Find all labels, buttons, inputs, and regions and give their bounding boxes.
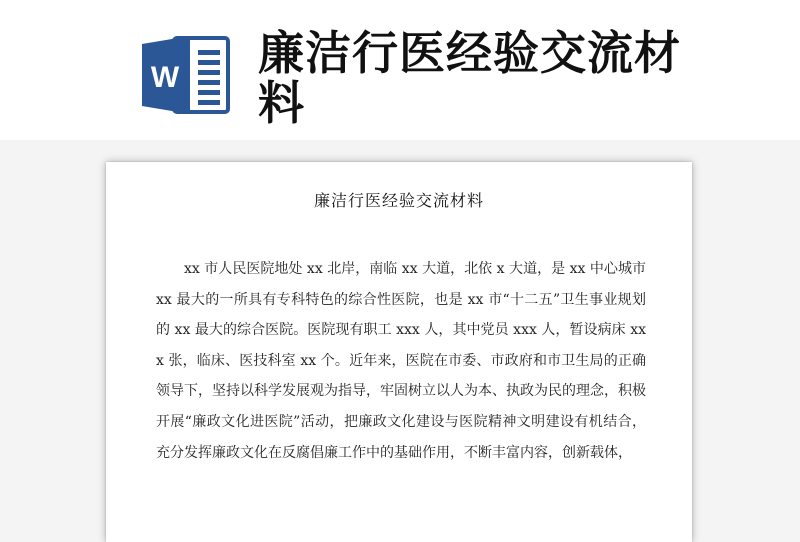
document-body-paragraph: xx 市人民医院地处 xx 北岸，南临 xx 大道，北依 x 大道，是 xx 中心城市 xx 最大的一所具有专科特色的综合性医院，也是 xx 市“十二五”卫生事业规划的 xx 最大的综合医院。医院现有职工 xxx 人，其中党员 xxx 人，暂设病床 xxx 张，临床、医技科室 xx 个。近年来，医院在市委、市政府和市卫生局的正确领导下，坚持以科学发展观为指导，牢固树立以人为本、执政为民的理念，积极开展“廉政文化进医院”活动，把廉政文化建设与医院精神文明建设有机结合，充分发挥廉政文化在反腐倡廉工作中的基础作用，不断丰富内容，创新载体， <box>156 261 646 461</box>
word-document-icon <box>140 34 232 116</box>
document-heading: 廉洁行医经验交流材料 <box>313 191 484 210</box>
word-icon-letter: W <box>150 61 180 94</box>
document-page <box>106 162 692 542</box>
banner <box>0 0 800 140</box>
banner-title: 廉洁行医经验交流材料 <box>258 26 681 130</box>
